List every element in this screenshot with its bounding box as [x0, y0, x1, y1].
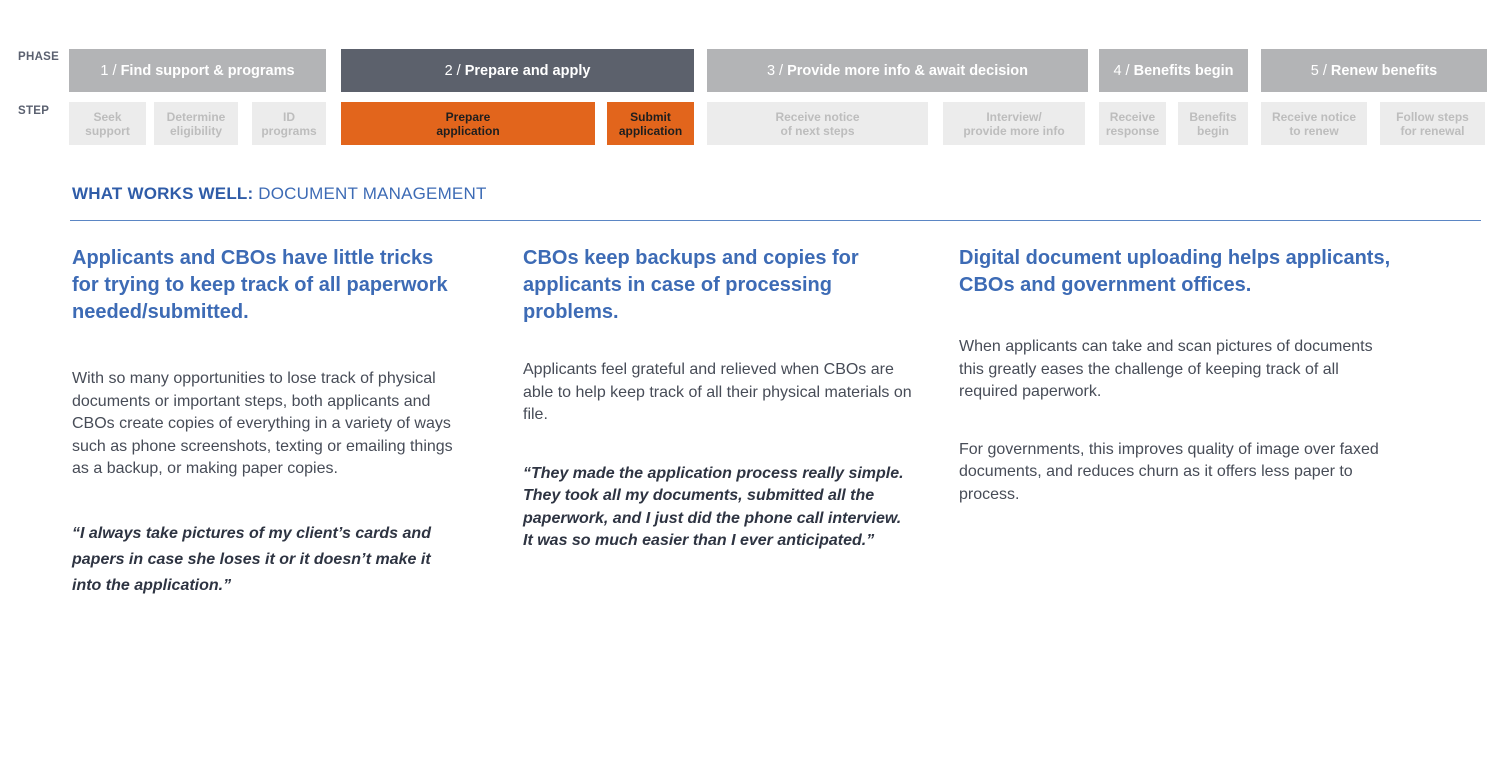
column-body: When applicants can take and scan pictures of documents this greatly eases the challenge of keeping track of all required paperwork.	[959, 338, 1373, 400]
step-receive-notice-next-steps: Receive notice of next steps	[707, 102, 928, 145]
phase-name: Find support & programs	[120, 62, 295, 79]
column-quote: “I always take pictures of my client’s cards and papers in case she loses it or it doesn’t make it into the application.”	[72, 524, 431, 594]
phase-1	[69, 49, 326, 92]
phase-3	[707, 49, 1088, 92]
column-body: Applicants feel grateful and relieved when CBOs are able to help keep track of all their physical materials on file.	[523, 361, 912, 423]
phase-row-label: PHASE	[18, 51, 60, 63]
step-submit-application: Submit application	[607, 102, 694, 145]
section-title-rest: DOCUMENT MANAGEMENT	[253, 184, 487, 203]
column-heading: Applicants and CBOs have little tricks for trying to keep track of all paperwork needed/submitted.	[72, 247, 448, 323]
column-backups	[523, 245, 915, 553]
column-digital-upload	[959, 245, 1399, 506]
section-title	[72, 184, 487, 204]
step-follow-steps-renewal: Follow steps for renewal	[1380, 102, 1485, 145]
phase-number: 4 /	[1113, 62, 1130, 79]
phase-2	[341, 49, 694, 92]
column-body: With so many opportunities to lose track of physical documents or important steps, both applicants and CBOs create copies of everything in a variety of ways such as phone screenshots, texting or emailing things as a backup, or making paper copies.	[72, 370, 453, 477]
phase-number: 1 /	[100, 62, 117, 79]
step-determine-eligibility: Determine eligibility	[154, 102, 238, 145]
phase-name: Renew benefits	[1330, 62, 1438, 79]
phase-name: Prepare and apply	[464, 62, 591, 79]
column-body-secondary: For governments, this improves quality of image over faxed documents, and reduces churn as it offers less paper to process.	[959, 440, 1379, 503]
step-prepare-application: Prepare application	[341, 102, 595, 145]
column-tricks	[72, 245, 464, 599]
column-heading: Digital document uploading helps applicants, CBOs and government offices.	[959, 247, 1391, 296]
step-interview: Interview/ provide more info	[943, 102, 1085, 145]
phase-name: Provide more info & await decision	[787, 62, 1029, 79]
step-seek-support: Seek support	[69, 102, 146, 145]
step-receive-notice-renew: Receive notice to renew	[1261, 102, 1367, 145]
phase-number: 3 /	[766, 62, 784, 79]
phase-4	[1099, 49, 1248, 92]
section-title-bold: WHAT WORKS WELL:	[72, 184, 254, 203]
phase-name: Benefits begin	[1133, 62, 1234, 79]
section-divider	[70, 220, 1481, 221]
step-row-label: STEP	[18, 105, 50, 117]
phase-5	[1261, 49, 1487, 92]
step-receive-response: Receive response	[1099, 102, 1166, 145]
column-heading: CBOs keep backups and copies for applicants in case of processing problems.	[523, 247, 859, 323]
phase-number: 2 /	[444, 62, 461, 79]
column-quote: “They made the application process really simple. They took all my documents, submitted all the paperwork, and I just did the phone call interview. It was so much easier than I ever anticipated.”	[523, 464, 904, 549]
phase-number: 5 /	[1310, 62, 1327, 79]
step-id-programs: ID programs	[252, 102, 326, 145]
step-benefits-begin: Benefits begin	[1178, 102, 1248, 145]
